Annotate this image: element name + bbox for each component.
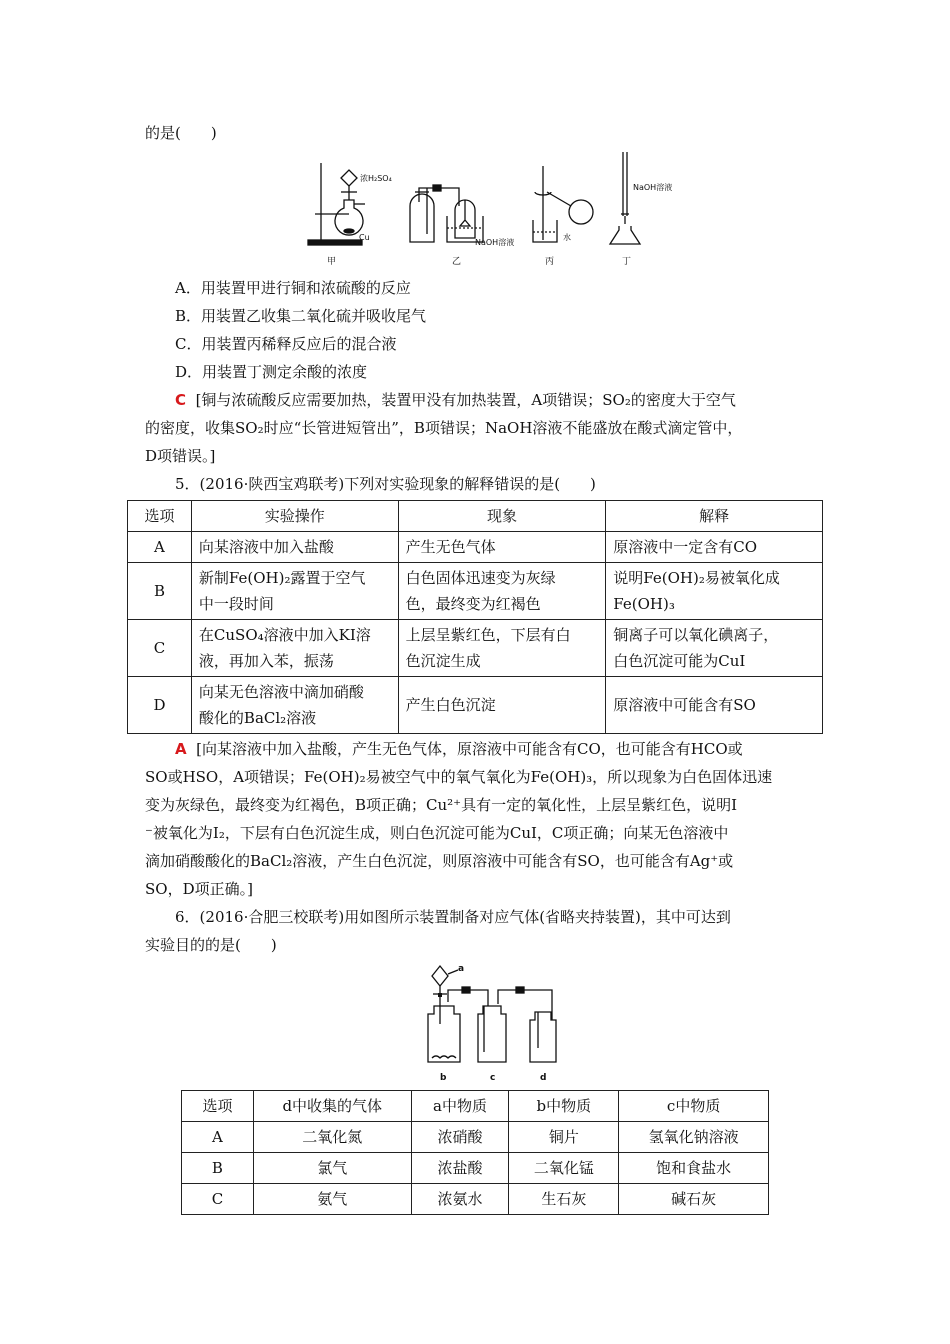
apparatus-yi — [410, 185, 483, 242]
q5-table — [127, 500, 823, 734]
table-row — [182, 1184, 769, 1215]
label-naoh: NaOH溶液 — [475, 238, 515, 247]
q4-option-a: A．用装置甲进行铜和浓硫酸的反应 — [175, 279, 411, 297]
q5-explanation-line-6: SO，D项正确。] — [145, 880, 253, 898]
table-cell: 浓盐酸 — [411, 1153, 509, 1184]
label-ding: 丁 — [622, 257, 632, 267]
table-cell: 二氧化锰 — [509, 1153, 619, 1184]
option-cell: B — [128, 563, 192, 620]
cell-line: 酸化的BaCl₂溶液 — [198, 709, 317, 727]
operation-cell: 向某溶液中加入盐酸 — [191, 532, 398, 563]
cell-line: 色，最终变为红褐色 — [405, 595, 541, 613]
label-bing: 丙 — [545, 257, 555, 267]
bottle-d — [530, 1012, 556, 1062]
table-cell: 浓氨水 — [411, 1184, 509, 1215]
cell-line: 向某无色溶液中滴加硝酸 — [198, 683, 364, 701]
option-cell: C — [128, 620, 192, 677]
q4-answer: C — [175, 391, 187, 409]
apparatus-bing — [533, 166, 593, 242]
operation-cell — [191, 620, 398, 677]
q6-header-cell: b中物质 — [509, 1091, 619, 1122]
bottle-b — [428, 1006, 460, 1062]
q4-option-b: B．用装置乙收集二氧化硫并吸收尾气 — [175, 307, 427, 325]
table-cell: 氯气 — [253, 1153, 411, 1184]
cell-line: 在CuSO₄溶液中加入KI溶 — [198, 626, 371, 644]
q6-table-header — [182, 1091, 769, 1122]
phenomenon-cell — [398, 620, 606, 677]
table-row — [128, 532, 823, 563]
table-row — [128, 620, 823, 677]
cell-line: 白色沉淀可能为CuI — [613, 652, 746, 670]
q6-header-cell: c中物质 — [619, 1091, 769, 1122]
q6-stem-line-2: 实验目的的是( ) — [145, 936, 277, 954]
q5-explanation-line-5: 滴加硝酸酸化的BaCl₂溶液，产生白色沉淀，则原溶液中可能含有SO，也可能含有Ag⁺或 — [145, 852, 734, 870]
q5-explanation-line-3: 变为灰绿色，最终变为红褐色，B项正确；Cu²⁺具有一定的氧化性，上层呈紫红色，说明I — [145, 796, 738, 814]
q5-header-cell: 解释 — [606, 501, 823, 532]
label-a: a — [458, 964, 465, 974]
table-row — [128, 563, 823, 620]
label-cu: Cu — [359, 233, 370, 242]
q5-explanation-line-4: ⁻被氧化为I₂，下层有白色沉淀生成，则白色沉淀可能为CuI，C项正确；向某无色溶液中 — [145, 824, 729, 842]
table-row — [128, 677, 823, 734]
q4-explanation-line-1 — [175, 389, 736, 410]
table-row — [182, 1153, 769, 1184]
apparatus-ding — [610, 152, 640, 244]
cell-line: 中一段时间 — [198, 595, 274, 613]
q4-apparatus-figure — [305, 148, 673, 270]
label-naoh-burette: NaOH溶液 — [633, 183, 673, 192]
q6-table — [181, 1090, 769, 1215]
q4-explanation-line-3: D项错误。] — [145, 447, 216, 465]
label-h2so4: 浓H₂SO₄ — [360, 174, 392, 183]
option-cell: D — [128, 677, 192, 734]
cell-line: 液，再加入苯，振荡 — [198, 652, 334, 670]
label-yi: 乙 — [452, 257, 462, 267]
q5-table-header — [128, 501, 823, 532]
table-cell: A — [182, 1122, 254, 1153]
phenomenon-cell — [398, 563, 606, 620]
option-cell: A — [128, 532, 192, 563]
explanation-cell: 原溶液中可能含有SO — [606, 677, 823, 734]
q5-explanation-line-2: SO或HSO，A项错误；Fe(OH)₂易被空气中的氧气氧化为Fe(OH)₃，所以现象为白色固体迅速 — [145, 768, 773, 786]
cell-line: 铜离子可以氧化碘离子， — [613, 626, 779, 644]
table-cell: 二氧化氮 — [253, 1122, 411, 1153]
q4-explanation-line-2: 的密度，收集SO₂时应“长管进短管出”，B项错误；NaOH溶液不能盛放在酸式滴定管中， — [145, 419, 743, 437]
table-cell: 生石灰 — [509, 1184, 619, 1215]
q5-header-cell: 选项 — [128, 501, 192, 532]
table-row — [182, 1122, 769, 1153]
q5-stem: 5．(2016·陕西宝鸡联考)下列对实验现象的解释错误的是( ) — [175, 475, 596, 493]
q6-header-cell: 选项 — [182, 1091, 254, 1122]
table-cell: B — [182, 1153, 254, 1184]
label-b: b — [440, 1073, 447, 1083]
phenomenon-cell: 产生无色气体 — [398, 532, 606, 563]
q6-stem-line-1: 6．(2016·合肥三校联考)用如图所示装置制备对应气体(省略夹持装置)，其中可达到 — [175, 908, 731, 926]
cell-line: Fe(OH)₃ — [613, 595, 675, 613]
cell-line: 色沉淀生成 — [405, 652, 481, 670]
label-jia: 甲 — [327, 257, 337, 267]
q5-answer: A — [175, 740, 187, 758]
phenomenon-cell: 产生白色沉淀 — [398, 677, 606, 734]
apparatus-jia — [308, 163, 365, 245]
table-cell: C — [182, 1184, 254, 1215]
explanation-cell — [606, 620, 823, 677]
q4-option-c: C．用装置丙稀释反应后的混合液 — [175, 335, 397, 353]
table-cell: 碱石灰 — [619, 1184, 769, 1215]
bottle-c — [478, 1006, 506, 1062]
cell-line: 新制Fe(OH)₂露置于空气 — [198, 569, 366, 587]
q4-option-d: D．用装置丁测定余酸的浓度 — [175, 363, 368, 381]
q5-exp-text-1: [向某溶液中加入盐酸，产生无色气体，原溶液中可能含有CO，也可能含有HCO或 — [196, 740, 743, 758]
table-cell: 氢氧化钠溶液 — [619, 1122, 769, 1153]
q6-header-cell: a中物质 — [411, 1091, 509, 1122]
q4-stem-tail: 的是( ) — [145, 124, 217, 142]
funnel-a — [432, 966, 448, 986]
table-cell: 饱和食盐水 — [619, 1153, 769, 1184]
explanation-cell: 原溶液中一定含有CO — [606, 532, 823, 563]
cell-line: 说明Fe(OH)₂易被氧化成 — [613, 569, 780, 587]
q6-header-cell: d中收集的气体 — [253, 1091, 411, 1122]
table-cell: 浓硝酸 — [411, 1122, 509, 1153]
label-c: c — [490, 1073, 496, 1083]
explanation-cell — [606, 563, 823, 620]
q5-header-cell: 现象 — [398, 501, 606, 532]
operation-cell — [191, 563, 398, 620]
operation-cell — [191, 677, 398, 734]
cell-line: 白色固体迅速变为灰绿 — [405, 569, 556, 587]
table-cell: 铜片 — [509, 1122, 619, 1153]
cell-line: 上层呈紫红色，下层有白 — [405, 626, 571, 644]
q5-header-cell: 实验操作 — [191, 501, 398, 532]
q6-apparatus-figure — [418, 958, 568, 1084]
table-cell: 氨气 — [253, 1184, 411, 1215]
label-d: d — [540, 1073, 547, 1083]
q5-explanation-line-1 — [175, 738, 743, 759]
q4-exp-text-1: [铜与浓硫酸反应需要加热，装置甲没有加热装置，A项错误；SO₂的密度大于空气 — [195, 391, 736, 409]
label-water: 水 — [563, 233, 571, 242]
